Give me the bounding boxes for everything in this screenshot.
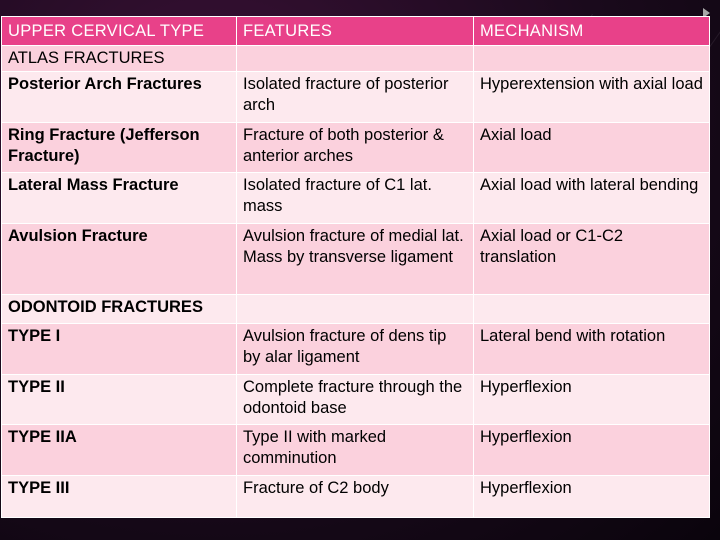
mechanism-cell: Axial load with lateral bending bbox=[474, 173, 710, 224]
features-cell: Fracture of C2 body bbox=[237, 476, 474, 518]
mechanism-cell: Axial load bbox=[474, 123, 710, 173]
features-cell: Fracture of both posterior & anterior arches bbox=[237, 123, 474, 173]
features-cell: Type II with marked comminution bbox=[237, 425, 474, 476]
table-row bbox=[2, 375, 710, 425]
table-row bbox=[2, 425, 710, 476]
table-row bbox=[2, 72, 710, 123]
mechanism-cell: Hyperflexion bbox=[474, 425, 710, 476]
type-cell: TYPE III bbox=[2, 476, 237, 518]
table-row-section-odontoid bbox=[2, 295, 710, 324]
mechanism-cell bbox=[474, 46, 710, 72]
type-cell: Posterior Arch Fractures bbox=[2, 72, 237, 123]
features-cell: Avulsion fracture of dens tip by alar ligament bbox=[237, 324, 474, 375]
type-cell: Avulsion Fracture bbox=[2, 224, 237, 295]
features-cell: Avulsion fracture of medial lat. Mass by transverse ligament bbox=[237, 224, 474, 295]
mechanism-cell: Hyperflexion bbox=[474, 375, 710, 425]
table-row bbox=[2, 173, 710, 224]
fracture-table bbox=[1, 16, 710, 518]
mechanism-cell bbox=[474, 295, 710, 324]
type-cell: Ring Fracture (Jefferson Fracture) bbox=[2, 123, 237, 173]
type-cell: TYPE IIA bbox=[2, 425, 237, 476]
column-header-mechanism: MECHANISM bbox=[474, 17, 710, 46]
features-cell: Complete fracture through the odontoid base bbox=[237, 375, 474, 425]
column-header-type: UPPER CERVICAL TYPE bbox=[2, 17, 237, 46]
mechanism-cell: Hyperextension with axial load bbox=[474, 72, 710, 123]
type-cell: TYPE II bbox=[2, 375, 237, 425]
column-header-features: FEATURES bbox=[237, 17, 474, 46]
features-cell bbox=[237, 295, 474, 324]
table-row bbox=[2, 476, 710, 518]
mechanism-cell: Lateral bend with rotation bbox=[474, 324, 710, 375]
mechanism-cell: Axial load or C1-C2 translation bbox=[474, 224, 710, 295]
table-row-section-atlas bbox=[2, 46, 710, 72]
mechanism-cell: Hyperflexion bbox=[474, 476, 710, 518]
type-cell: TYPE I bbox=[2, 324, 237, 375]
features-cell: Isolated fracture of C1 lat. mass bbox=[237, 173, 474, 224]
type-cell: Lateral Mass Fracture bbox=[2, 173, 237, 224]
table-row bbox=[2, 224, 710, 295]
features-cell: Isolated fracture of posterior arch bbox=[237, 72, 474, 123]
section-title: ODONTOID FRACTURES bbox=[2, 295, 237, 324]
section-title: ATLAS FRACTURES bbox=[2, 46, 237, 72]
features-cell bbox=[237, 46, 474, 72]
table-header-row bbox=[2, 17, 710, 46]
table-row bbox=[2, 324, 710, 375]
table-row bbox=[2, 123, 710, 173]
